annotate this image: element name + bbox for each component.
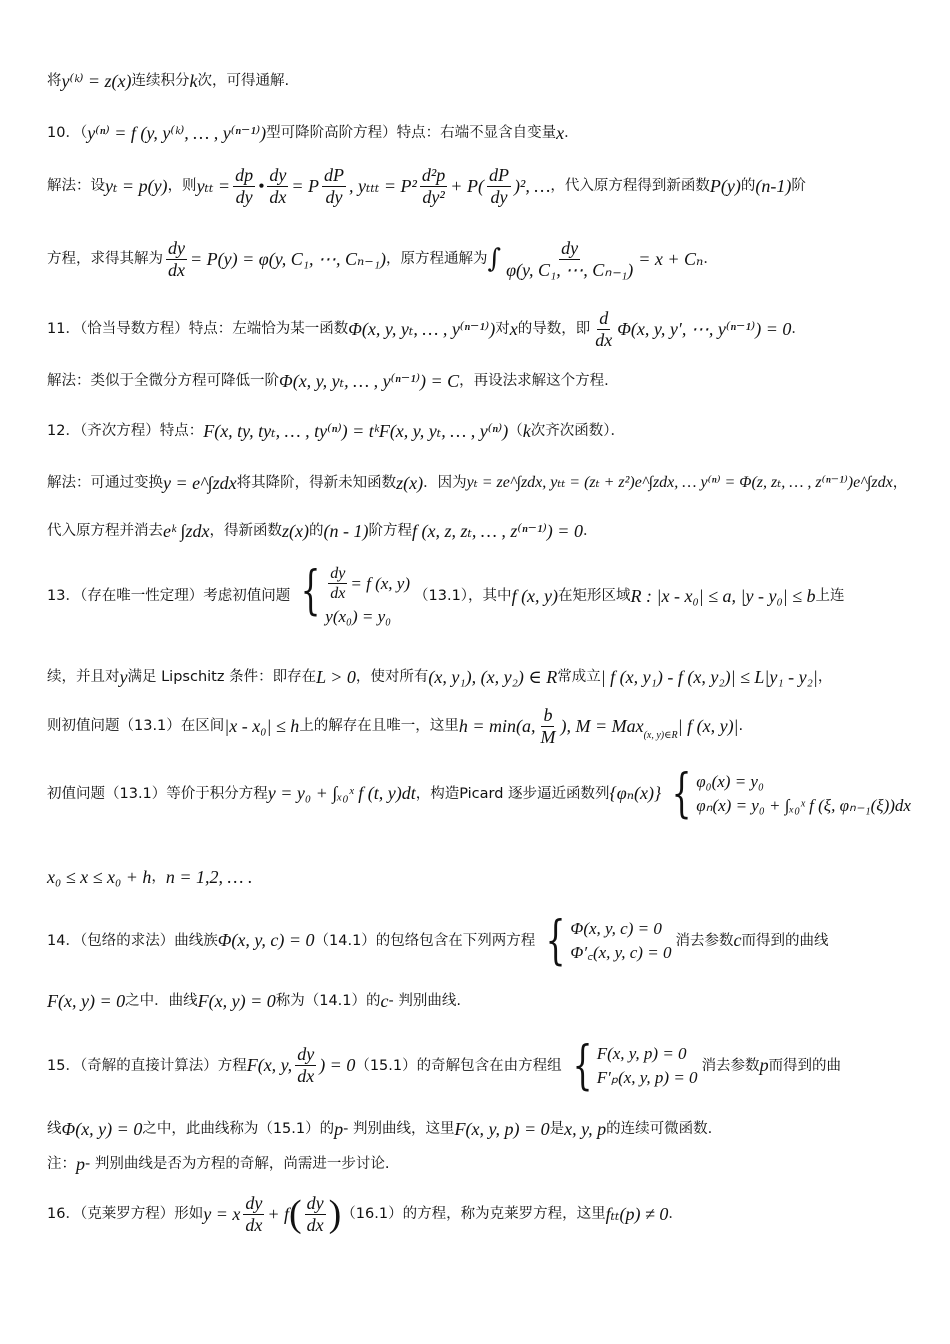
- text: 之中．曲线: [125, 993, 198, 1010]
- denominator: dy: [325, 186, 343, 207]
- line-12: [47, 705, 910, 748]
- denominator: dy: [490, 186, 508, 207]
- formula: n = 1,2, … .: [165, 867, 253, 887]
- formula: z(x): [396, 473, 424, 493]
- denominator: dx: [245, 1214, 263, 1235]
- formula: L > 0: [316, 667, 356, 687]
- denominator: dx: [306, 1214, 324, 1235]
- fraction: [243, 1193, 264, 1236]
- line-09: [47, 520, 910, 543]
- denominator: M: [540, 726, 556, 747]
- text: 初值问题（13.1）等价于积分方程: [47, 785, 268, 802]
- text: 上的解存在且唯一，这里: [299, 718, 459, 735]
- line-03: [47, 165, 910, 208]
- text: 常成立: [557, 669, 601, 686]
- fraction: [487, 165, 511, 208]
- numerator: d: [599, 308, 609, 328]
- system-rows: [570, 915, 671, 967]
- formula: {φₙ(x)}: [609, 783, 662, 804]
- fraction: [322, 165, 346, 208]
- formula: ) = 0: [319, 1055, 356, 1076]
- text: 方程，求得其解为: [47, 251, 163, 268]
- formula: , yₜₜₜ = P²: [349, 175, 417, 196]
- text: 阶: [791, 178, 806, 195]
- text: ，原方程通解为: [386, 251, 488, 268]
- fraction: [504, 238, 635, 281]
- equation-system: [566, 1036, 698, 1096]
- text: ，得新函数: [209, 523, 282, 540]
- text: .: [738, 718, 744, 735]
- formula: yₜ = p(y): [105, 175, 168, 196]
- formula: F(x, y) = 0: [197, 991, 276, 1011]
- system-row: F(x, y, p) = 0: [596, 1043, 687, 1063]
- variable: c: [380, 991, 389, 1011]
- text: （13.1），其中: [414, 587, 512, 604]
- system-row: Φ(x, y, c) = 0: [570, 918, 662, 938]
- text: ，: [817, 669, 833, 686]
- line-06: [47, 370, 910, 393]
- numerator: dP: [488, 165, 509, 185]
- text: 阶方程: [368, 523, 412, 540]
- text: （15.1）的奇解包含在由方程组: [355, 1057, 562, 1074]
- left-paren: (: [288, 1193, 302, 1235]
- line-01: [47, 70, 910, 93]
- text: （14.1）的包络包含在下列两方程: [314, 932, 536, 949]
- formula: y = x: [203, 1204, 241, 1224]
- denominator: dy²: [422, 186, 445, 207]
- variable: x: [509, 318, 518, 339]
- formula: Φ(x, y, yₜ, … , y⁽ⁿ⁻¹⁾): [348, 318, 496, 339]
- formula: = P(y) = φ(y, C₁, ⋯, Cₙ₋₁): [190, 248, 387, 269]
- numerator: dy: [306, 1193, 324, 1214]
- text: - 判别曲线.: [388, 993, 461, 1010]
- denominator: φ(y, C₁, ⋯, Cₙ₋₁): [506, 259, 634, 280]
- equation-system: [294, 561, 411, 628]
- fraction: [166, 238, 187, 281]
- numerator: dp: [235, 165, 254, 185]
- text: 次齐次函数）．: [530, 423, 625, 440]
- formula: y = e^∫zdx: [163, 473, 237, 493]
- line-20-item-16: [47, 1190, 910, 1239]
- system-rows: [597, 1040, 698, 1092]
- text: ，则: [167, 178, 197, 195]
- formula: = f (x, y): [350, 574, 411, 594]
- variable: y: [119, 667, 128, 687]
- formula: | f (x, y)|: [677, 715, 739, 736]
- text: 的连续可微函数.: [606, 1121, 713, 1138]
- fraction: [233, 165, 255, 208]
- text: ，代入原方程得到新函数: [550, 178, 710, 195]
- formula: yₜₜ =: [196, 175, 231, 196]
- system-row: y(x₀) = y₀: [325, 606, 392, 626]
- text: 而得到的曲: [768, 1057, 842, 1074]
- formula: = P: [291, 175, 320, 196]
- text: （: [508, 423, 523, 440]
- formula: R : |x - x₀| ≤ a, |y - y₀| ≤ b: [630, 585, 816, 606]
- fraction: [328, 565, 347, 604]
- formula: = x + Cₙ: [638, 248, 704, 269]
- formula: P(y): [709, 175, 741, 196]
- denominator: dx: [330, 585, 346, 603]
- text: 12．（齐次方程）特点：: [47, 423, 204, 440]
- text: 14．（包络的求法）曲线族: [47, 932, 218, 949]
- line-15-item-14: [47, 911, 910, 971]
- formula: f (x, y): [511, 585, 559, 606]
- text: 上连: [815, 587, 845, 604]
- subscript: (x, y)∈R: [643, 730, 678, 742]
- text: 代入原方程并消去: [47, 523, 163, 540]
- equation-system: [665, 764, 911, 824]
- line-04: [47, 238, 910, 281]
- numerator: dy: [328, 565, 347, 584]
- formula: + f: [267, 1204, 289, 1224]
- formula: x₀ ≤ x ≤ x₀ + h: [47, 867, 152, 887]
- text: ，使对所有: [355, 669, 429, 686]
- formula: F(x, y) = 0: [47, 991, 126, 1011]
- numerator: dy: [245, 1193, 263, 1214]
- text: ．因为: [423, 475, 467, 492]
- fraction: [295, 1044, 316, 1087]
- formula: h = min(a,: [458, 715, 536, 736]
- text: ，再设法求解这个方程.: [459, 373, 609, 390]
- denominator: dx: [269, 186, 287, 207]
- numerator: dP: [324, 165, 345, 185]
- fraction: [538, 705, 557, 748]
- text: 消去参数: [701, 1057, 760, 1074]
- formula: x, y, p: [564, 1119, 607, 1139]
- system-row: φ₀(x) = y₀: [696, 771, 764, 791]
- text: 的: [740, 178, 756, 195]
- text: 解法：设: [47, 178, 105, 195]
- formula: y = y₀ + ∫ₓ₀ˣ f (t, y)dt: [267, 783, 416, 804]
- left-brace: {: [300, 561, 321, 621]
- text: 解法：可通过变换: [47, 475, 163, 492]
- text: 之中，此曲线称为（15.1）的: [142, 1121, 335, 1138]
- formula: fₜₜ(p) ≠ 0: [605, 1204, 669, 1224]
- variable: c: [733, 930, 742, 951]
- text: 将其降阶，得新未知函数: [236, 475, 397, 492]
- dot: •: [258, 175, 265, 196]
- left-brace: {: [572, 1036, 593, 1096]
- system-row: [325, 565, 410, 604]
- variable: k: [189, 71, 198, 91]
- text: 10．（: [47, 125, 88, 142]
- line-10-item-13: [47, 561, 910, 628]
- text: 是: [549, 1121, 565, 1138]
- system-row: Φ′꜀(x, y, c) = 0: [570, 943, 672, 962]
- text: 13．（存在唯一性定理）考虑初值问题: [47, 587, 291, 604]
- line-14: [47, 866, 910, 889]
- text: 在矩形区域: [558, 587, 631, 604]
- text: （16.1）的方程，称为克莱罗方程，这里: [341, 1206, 606, 1223]
- formula: ), M = Max: [560, 715, 644, 736]
- text: ．: [703, 251, 718, 268]
- text: 11．（恰当导数方程）特点：左端恰为某一函数: [47, 321, 349, 338]
- text: 型可降阶高阶方程）特点：右端不显含自变量: [266, 125, 557, 142]
- text: 注：: [47, 1156, 76, 1173]
- text: 次，可得通解.: [197, 73, 290, 90]
- numerator: dy: [168, 238, 185, 258]
- text: 的: [308, 523, 324, 540]
- text: ．: [668, 1206, 683, 1223]
- formula: |x - x₀| ≤ h: [224, 715, 300, 736]
- formula: (x, y₁), (x, y₂) ∈ R: [428, 667, 558, 687]
- line-16: [47, 990, 910, 1013]
- text: ，: [892, 475, 908, 492]
- numerator: dy: [269, 165, 287, 185]
- text: 消去参数: [675, 932, 734, 949]
- text: 将: [47, 73, 62, 90]
- variable: p: [334, 1119, 344, 1139]
- fraction: [420, 165, 447, 208]
- formula: f (x, z, zₜ, … , z⁽ⁿ⁻¹⁾) = 0: [411, 521, 583, 541]
- line-18: [47, 1118, 910, 1141]
- formula: (n-1): [755, 175, 792, 196]
- formula: eᵏ ∫zdx: [163, 521, 210, 541]
- fraction: [593, 308, 614, 351]
- system-row: F′ₚ(x, y, p) = 0: [596, 1068, 698, 1087]
- formula: F(x, y, p) = 0: [454, 1119, 550, 1139]
- denominator: dx: [168, 259, 185, 280]
- numerator: b: [543, 705, 553, 725]
- numerator: dy: [297, 1044, 315, 1065]
- formula: Φ(x, y, y′, ⋯, y⁽ⁿ⁻¹⁾) = 0: [617, 318, 792, 339]
- text: ，: [151, 869, 166, 886]
- text: 则初值问题（13.1）在区间: [47, 718, 225, 735]
- equation-system: [539, 911, 672, 971]
- numerator: d²p: [421, 165, 446, 185]
- line-07-item-12: [47, 420, 910, 443]
- text: ，构造Picard 逐步逼近函数列: [415, 785, 610, 802]
- fraction: [267, 165, 288, 208]
- variable: k: [522, 421, 531, 441]
- system-rows: [696, 768, 911, 820]
- formula: Φ(x, y, c) = 0: [217, 930, 315, 951]
- variable: p: [76, 1154, 85, 1174]
- text: 续，并且对: [47, 669, 120, 686]
- formula: )², …: [513, 175, 551, 196]
- denominator: dy: [235, 186, 253, 207]
- text: 称为（14.1）的: [275, 993, 381, 1010]
- line-19-note: [47, 1153, 910, 1176]
- text: 解法：类似于全微分方程可降低一阶: [47, 373, 279, 390]
- text: ．: [791, 321, 806, 338]
- line-08: [47, 472, 910, 495]
- formula: yₜ = ze^∫zdx, yₜₜ = (zₜ + z²)e^∫zdx, … y⁽ⁿ⁾ = Φ(z, zₜ, … , z⁽ⁿ⁻¹⁾)e^∫zdx: [466, 474, 893, 492]
- integral-sign: ∫: [487, 243, 502, 274]
- left-brace: {: [545, 911, 566, 971]
- formula: z(x): [281, 521, 309, 541]
- variable: x: [556, 123, 565, 143]
- text: 的导数，即: [517, 321, 591, 338]
- text: 满足 Lipschitz 条件：即存在: [127, 669, 317, 686]
- formula: Φ(x, y, yₜ, … , y⁽ⁿ⁻¹⁾) = C: [279, 371, 460, 391]
- text: 线: [47, 1121, 62, 1138]
- numerator: dy: [561, 238, 579, 258]
- line-13: [47, 764, 911, 824]
- formula: y⁽ᵏ⁾ = z(x): [61, 71, 132, 91]
- text: 而得到的曲线: [741, 932, 829, 949]
- text: ．: [582, 523, 598, 540]
- text: 16．（克莱罗方程）形如: [47, 1206, 204, 1223]
- system-rows: [325, 565, 410, 628]
- formula: (n - 1): [323, 521, 369, 541]
- denominator: dx: [297, 1066, 315, 1087]
- text: - 判别曲线是否为方程的奇解，尚需进一步讨论.: [85, 1156, 390, 1173]
- formula: F(x, ty, tyₜ, … , ty⁽ⁿ⁾) = tᵏF(x, y, yₜ, … , y⁽ⁿ⁾): [203, 421, 509, 441]
- line-11: [47, 666, 910, 689]
- formula: F(x, y,: [246, 1055, 293, 1076]
- left-brace: {: [671, 764, 692, 824]
- formula: y⁽ⁿ⁾ = f (y, y⁽ᵏ⁾, … , y⁽ⁿ⁻¹⁾): [87, 123, 267, 143]
- right-paren: ): [328, 1193, 342, 1235]
- formula: Φ(x, y) = 0: [61, 1119, 143, 1139]
- system-row: φₙ(x) = y₀ + ∫ₓ₀ˣ f (ξ, φₙ₋₁(ξ))dx: [696, 796, 911, 815]
- line-17-item-15: [47, 1036, 910, 1096]
- fraction: [305, 1193, 326, 1236]
- formula: + P(: [450, 175, 484, 196]
- text: - 判别曲线，这里: [343, 1121, 455, 1138]
- variable: p: [759, 1055, 769, 1076]
- text: ．: [564, 125, 579, 142]
- line-05-item-11: [47, 308, 910, 351]
- text: 连续积分: [131, 73, 190, 90]
- text: 15．（奇解的直接计算法）方程: [47, 1057, 247, 1074]
- formula: | f (x, y₁) - f (x, y₂)| ≤ L|y₁ - y₂|: [600, 667, 818, 687]
- line-02-item-10: [47, 122, 910, 145]
- denominator: dx: [595, 329, 613, 350]
- text: 对: [495, 321, 510, 338]
